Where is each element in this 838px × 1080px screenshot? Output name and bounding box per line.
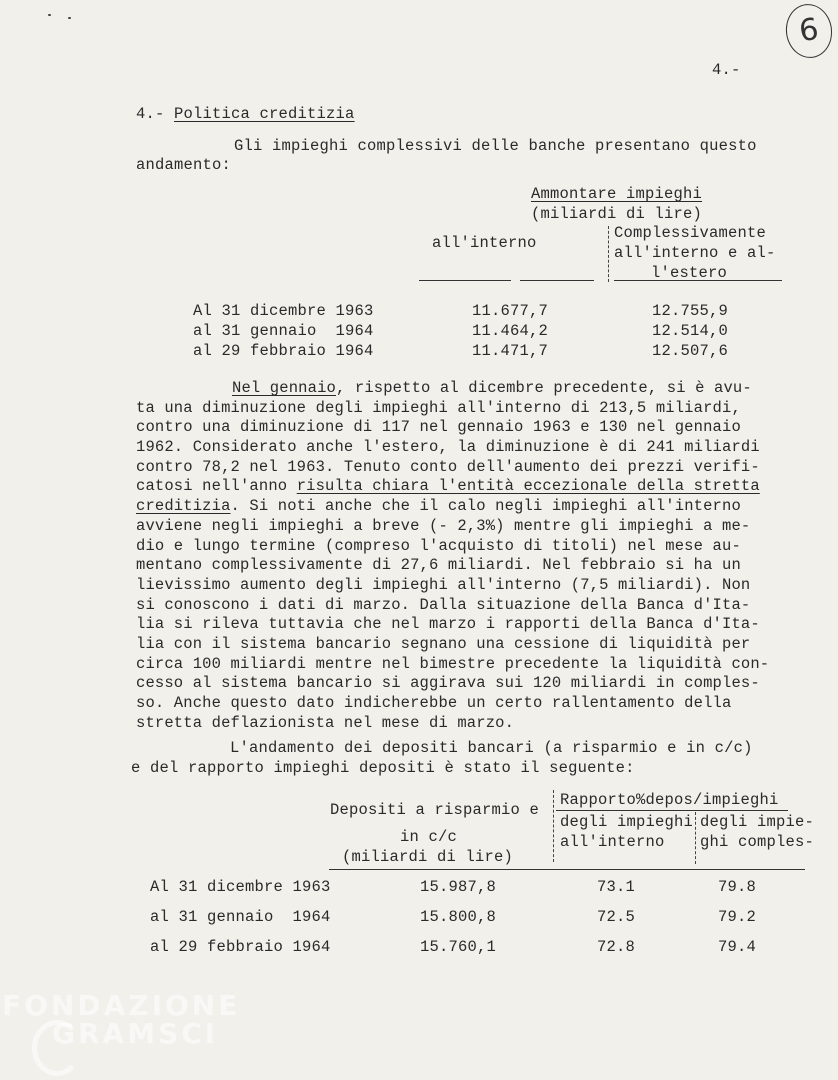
table2-row-date: al 31 gennaio 1964 — [150, 908, 331, 926]
watermark-gramsci: GRAMSCI — [52, 1017, 219, 1050]
table2-rule — [329, 869, 805, 870]
page-number: 4.- — [712, 61, 741, 79]
table1-rule — [419, 280, 511, 281]
table2-col-interno-2: all'interno — [560, 833, 665, 851]
table2-col-complessivi-1: degli impie- — [700, 813, 815, 831]
table1-row-totale: 12.755,9 — [652, 302, 729, 320]
table2-row-depositi: 15.760,1 — [420, 938, 497, 956]
table1-group-header: Ammontare impieghi — [531, 185, 703, 203]
paragraph-line: creditizia. Si noti anche che il calo negli impieghi all'interno — [136, 497, 741, 516]
table1-row-date: al 29 febbraio 1964 — [193, 342, 374, 360]
table1-unit: (miliardi di lire) — [531, 205, 703, 223]
paragraph-line: lia con il sistema bancario segnano una cessione di liquidità per — [136, 634, 751, 653]
table2-col-depositi-2: in c/c — [400, 828, 458, 846]
table2-row-complessivi: 79.8 — [718, 878, 757, 896]
table1-col-totale-3: l'estero — [651, 264, 728, 282]
paragraph-line: so. Anche questo dato indicherebbe un certo rallentamento della — [136, 694, 732, 712]
table2-row-depositi: 15.800,8 — [420, 908, 497, 926]
table1-col-interno: all'interno — [432, 234, 537, 252]
paragraph-line: contro una diminuzione di 117 nel gennaio 1963 e 130 nel gennaio — [136, 418, 741, 437]
paragraph-line: ta una diminuzione degli impieghi all'interno di 213,5 miliardi, — [136, 398, 741, 417]
paragraph-line: cesso al sistema bancario si aggirava sui 120 miliardi in comples- — [136, 674, 760, 693]
table1-col-divider — [608, 226, 609, 282]
table2-header-rule — [556, 810, 788, 811]
table1-row-date: Al 31 dicembre 1963 — [193, 302, 374, 320]
emphasis-underline: creditizia — [136, 497, 231, 516]
paragraph-line: mentano complessivamente di 27,6 miliardi. Nel febbraio si ha un — [136, 556, 741, 575]
table2-row-complessivi: 79.4 — [718, 938, 757, 956]
table1-col-totale-1: Complessivamente — [614, 224, 767, 242]
table1-row-interno: 11.677,7 — [472, 302, 549, 320]
body-paragraph — [136, 379, 796, 733]
paragraph-lead: Nel gennaio — [232, 379, 336, 397]
table1-rule — [520, 280, 594, 281]
table2-col-divider — [695, 812, 696, 864]
table1-row-date: al 31 gennaio 1964 — [193, 322, 374, 340]
section-title: Politica creditizia — [174, 105, 355, 123]
table1-row-totale: 12.507,6 — [652, 342, 729, 360]
table2-col-interno-1: degli impieghi — [560, 813, 694, 831]
paragraph-line: lia si rileva tuttavia che nel marzo i rapporti della Banca d'Ita- — [136, 615, 760, 634]
paragraph-line: circa 100 miliardi mentre nel bimestre precedente la liquidità con- — [136, 654, 770, 673]
paragraph-line: catosi nell'anno risulta chiara l'entità eccezionale della stretta — [136, 477, 760, 496]
paragraph-line: stretta deflazionista nel mese di marzo. — [136, 713, 515, 732]
table1-col-totale-2: all'interno e al- — [614, 244, 776, 262]
section-heading — [136, 104, 355, 124]
intro2-line-1: L'andamento dei depositi bancari (a risparmio e in c/c) — [230, 739, 753, 757]
table2-row-date: al 29 febbraio 1964 — [150, 938, 331, 956]
table1-rule — [614, 280, 782, 281]
table2-col-depositi-1: Depositi a risparmio e — [330, 801, 540, 819]
table2-row-interno: 73.1 — [597, 878, 636, 896]
intro-line-2: andamento: — [136, 156, 232, 174]
folio-number: 6 — [782, 1, 835, 61]
paragraph-line: Nel gennaio, rispetto al dicembre precedente, si è avu- — [232, 379, 752, 397]
paragraph-line: lievissimo aumento degli impieghi all'interno (7,5 miliardi). Non — [136, 575, 751, 594]
intro-line-1: Gli impieghi complessivi delle banche presentano questo — [234, 137, 757, 155]
table2-group-header: Rapporto%depos/impieghi — [560, 791, 779, 809]
intro2-line-2: e del rapporto impieghi depositi è stato il seguente: — [131, 759, 635, 777]
table1-row-totale: 12.514,0 — [652, 322, 729, 340]
table2-row-date: Al 31 dicembre 1963 — [150, 878, 331, 896]
paragraph-line: avviene negli impieghi a breve (- 2,3%) mentre gli impieghi a me- — [136, 516, 751, 535]
section-number: 4.- — [136, 105, 165, 123]
emphasis-underline: risulta chiara l'entità eccezionale della stretta — [296, 477, 760, 496]
table2-col-divider — [553, 790, 554, 862]
watermark-fondazione: FONDAZIONE — [2, 989, 241, 1022]
paragraph-line: si conoscono i dati di marzo. Dalla situazione della Banca d'Ita- — [136, 595, 751, 614]
table2-col-depositi-3: (miliardi di lire) — [342, 848, 514, 866]
table2-row-complessivi: 79.2 — [718, 908, 757, 926]
table2-row-depositi: 15.987,8 — [420, 878, 497, 896]
scan-speck — [48, 14, 51, 16]
table2-row-interno: 72.8 — [597, 938, 636, 956]
paragraph-line: 1962. Considerato anche l'estero, la diminuzione è di 241 miliardi — [136, 438, 760, 457]
table2-row-interno: 72.5 — [597, 908, 636, 926]
table1-row-interno: 11.471,7 — [472, 342, 549, 360]
paragraph-line: dio e lungo termine (compreso l'acquisto di titoli) nel mese au- — [136, 536, 741, 555]
table2-col-complessivi-2: ghi comples- — [700, 833, 815, 851]
scan-speck — [68, 17, 71, 19]
paragraph-line: contro 78,2 nel 1963. Tenuto conto dell'aumento dei prezzi verifi- — [136, 457, 760, 476]
table1-row-interno: 11.464,2 — [472, 322, 549, 340]
